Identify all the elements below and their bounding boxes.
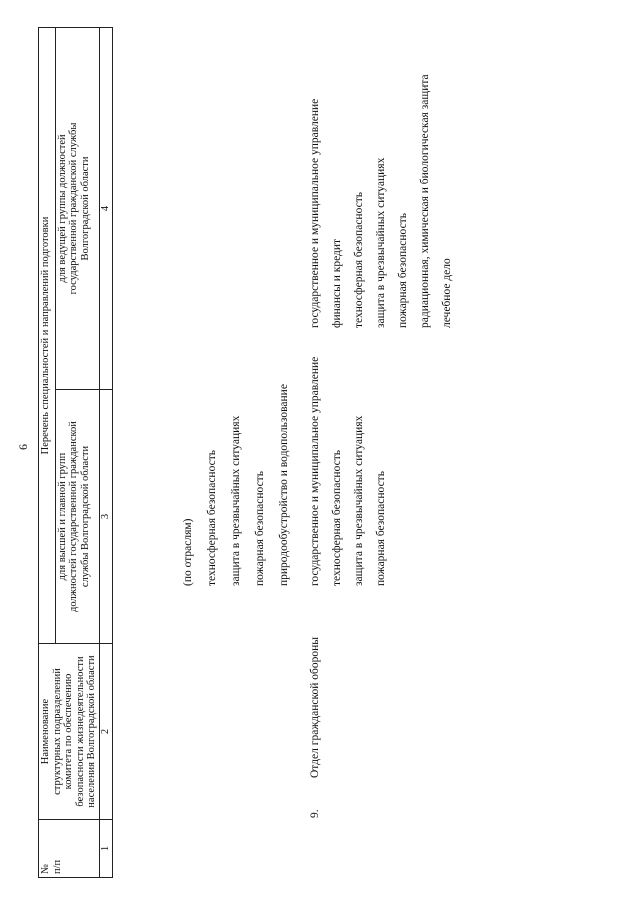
list-item: (по отраслям) (182, 518, 194, 586)
list-item: защита в чрезвычайных ситуациях (353, 415, 365, 586)
list-item: природообустройство и водопользование (278, 384, 290, 586)
header-number: № п/п (39, 820, 100, 878)
list-item: государственное и муниципальное управление (309, 98, 321, 328)
list-item: государственное и муниципальное управление (309, 356, 321, 586)
page-number: 6 (16, 444, 30, 450)
column-index-1: 1 (99, 820, 112, 878)
list-item: лечебное дело (441, 258, 453, 328)
row-col4-specialties (309, 68, 463, 328)
continued-col3 (182, 336, 302, 586)
list-item: пожарная безопасность (397, 213, 409, 328)
header-specialties-list: Перечень специальностей и направлений подготовки (39, 27, 56, 643)
row-col3-specialties (309, 331, 397, 586)
list-item: техносферная безопасность (206, 450, 218, 586)
list-item: финансы и кредит (331, 238, 343, 328)
list-item: пожарная безопасность (254, 471, 266, 586)
list-item: техносферная безопасность (353, 192, 365, 328)
header-subdivision-name: Наименование структурных подразделений комитета по обеспечению безопасности жизнедеятельности населения Волгоградской области (39, 644, 100, 820)
row-number: 9. (309, 809, 321, 818)
table-header (38, 27, 113, 878)
list-item: пожарная безопасность (375, 471, 387, 586)
column-index-2: 2 (99, 644, 112, 820)
row-subdivision-name: Отдел гражданской обороны (309, 637, 321, 778)
list-item: техносферная безопасность (331, 450, 343, 586)
list-item: защита в чрезвычайных ситуациях (230, 415, 242, 586)
column-index-4: 4 (99, 27, 112, 389)
list-item: радиационная, химическая и биологическая защита (419, 74, 431, 328)
header-col3-senior-groups: для высшей и главной групп должностей государственной гражданской службы Волгоградской области (55, 390, 99, 644)
header-col4-leading-group: для ведущей группы должностей государственной гражданской службы Волгоградской области (55, 27, 99, 389)
rotated-page (16, 28, 453, 878)
column-index-3: 3 (99, 390, 112, 644)
list-item: защита в чрезвычайных ситуациях (375, 157, 387, 328)
